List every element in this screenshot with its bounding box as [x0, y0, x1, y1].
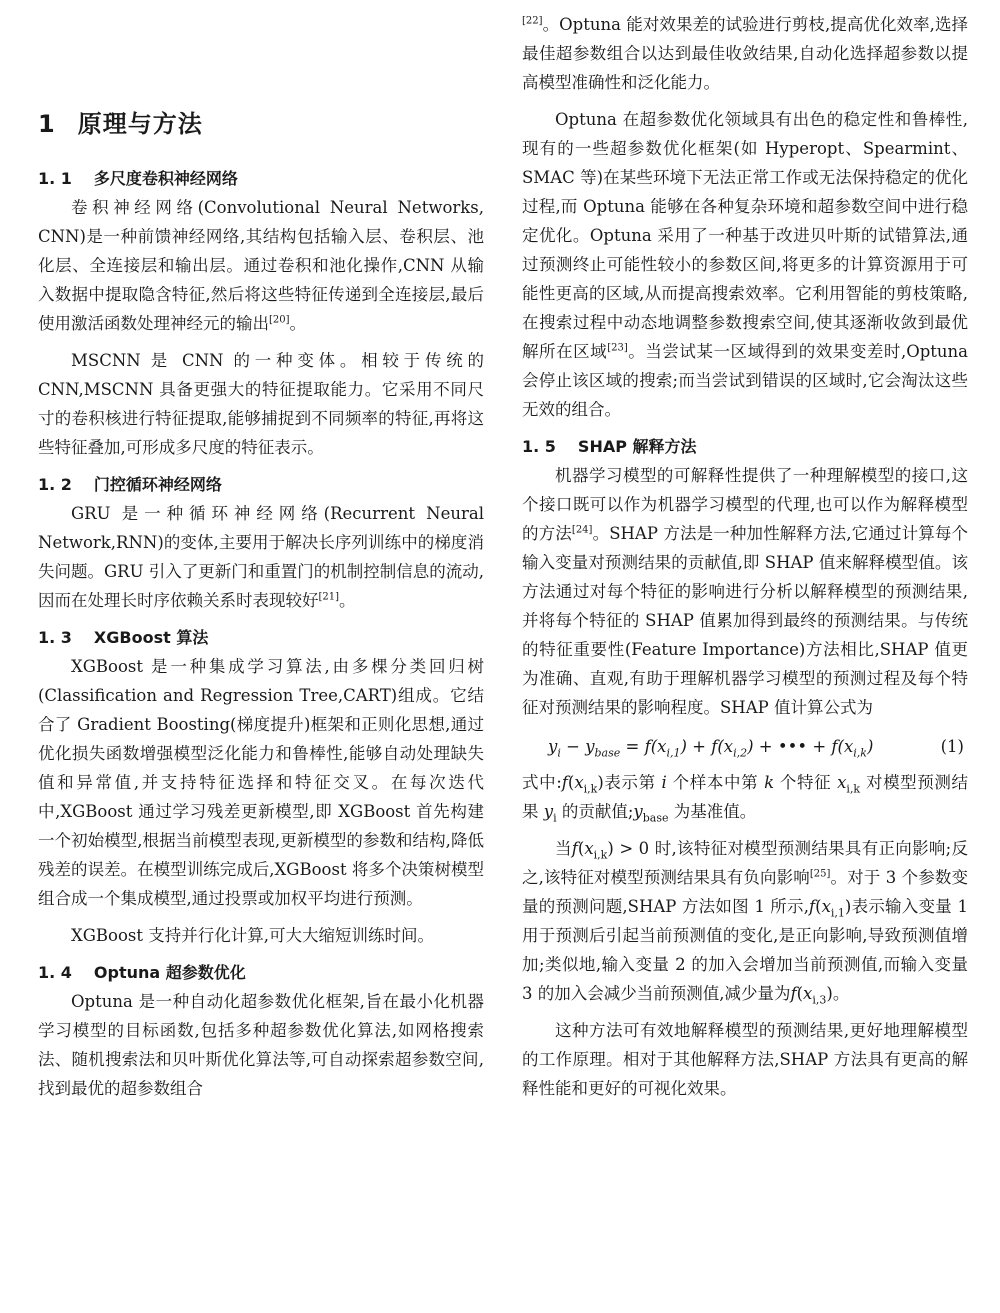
math-symbol: f — [571, 839, 578, 858]
math-symbol: y — [633, 802, 643, 821]
section-title: 原理与方法 — [77, 110, 203, 138]
subsection-number: 1. 3 — [38, 628, 72, 647]
paragraph-text: 。当尝试某一区域得到的效果变差时,Optuna 会停止该区域的搜索;而当尝试到错误的区域时,它会淘汰这些无效的组合。 — [522, 342, 969, 419]
text: 式中: — [522, 773, 562, 792]
paragraph-text: Optuna 在超参数优化领域具有出色的稳定性和鲁棒性,现有的一些超参数优化框架(如 Hyperopt、Spearmint、SMAC 等)在某些环境下无法正常工作或无法保持稳定的优化过程,而 Optuna 能够在各种复杂环境和超参数空间中进行稳定优化。Optuna 采用了一种基于改进贝叶斯的试错算法,通过预测终止可能性较小的参数区间,将更多的计算资源用于可能性更高的区域,从而提高搜索效率。它利用智能的剪枝策略,在搜索过程中动态地调整参数搜索空间,使其逐渐收敛到最优解所在区域 — [522, 110, 968, 361]
math-paren: ) — [826, 984, 833, 1003]
math-subscript: i,k — [593, 848, 608, 862]
shap-equation — [522, 730, 968, 764]
paragraph-text: 卷积神经网络(Convolutional Neural Networks, CNN)是一种前馈神经网络,其结构包括输入层、卷积层、池化层、全连接层和输出层。通过卷积和池化操作,CNN 从输入数据中提取隐含特征,然后将这些特征传递到全连接层,最后使用激活函数处理神经元的输出 — [38, 198, 484, 333]
equation-paren: ) — [747, 737, 754, 756]
math-paren: ( — [815, 897, 822, 916]
math-symbol: x — [803, 984, 813, 1003]
math-paren: ) — [597, 773, 604, 792]
subsection-heading-1-5 — [522, 432, 968, 461]
math-symbol: x — [821, 897, 831, 916]
equation-symbol: y — [548, 737, 558, 756]
equation-operator: = — [620, 737, 645, 756]
math-symbol: i — [661, 773, 667, 792]
subsection-title: SHAP 解释方法 — [577, 437, 697, 456]
math-symbol: k — [764, 773, 775, 792]
paragraph — [522, 461, 968, 722]
math-paren: ) — [607, 839, 614, 858]
math-symbol: x — [574, 773, 584, 792]
citation: [20] — [269, 314, 290, 326]
subsection-number: 1. 2 — [38, 475, 72, 494]
subsection-heading-1-4 — [38, 958, 484, 987]
subsection-title: XGBoost 算法 — [93, 628, 209, 647]
text: 个样本中第 — [666, 773, 765, 792]
text: > 0 时,该特征对模型预测结果具有正向影响;反之,该特征对模型预测结果具有负向影响 — [522, 839, 968, 887]
equation-operator: − — [560, 737, 586, 756]
equation-paren: ) — [680, 737, 687, 756]
subsection-heading-1-3 — [38, 623, 484, 652]
paragraph: 这种方法可有效地解释模型的预测结果,更好地理解模型的工作原理。相对于其他解释方法,SHAP 方法具有更高的解释性能和更好的可视化效果。 — [522, 1021, 968, 1098]
equation-paren: ) — [866, 737, 874, 756]
math-symbol: f — [561, 773, 568, 792]
paragraph-text: GRU 是一种循环神经网络(Recurrent Neural Network,RNN)的变体,主要用于解决长序列训练中的梯度消失问题。GRU 引入了更新门和重置门的机制控制信息的流动,因而在处理长时序依赖关系时表现较好 — [38, 504, 484, 610]
math-symbol: f — [790, 984, 797, 1003]
text: 表示输入变量 1 用于预测后引起当前预测值的变化,是正向影响,导致预测值增加;类似地,输入变量 2 的加入会增加当前预测值,而输入变量 3 的加入会减少当前预测值,减少量为 — [522, 897, 968, 1003]
equation-subscript: base — [594, 746, 621, 760]
equation-paren: ( — [650, 737, 658, 756]
text: 。对于 3 个参数变量的预测问题,SHAP 方法如图 1 所示, — [522, 868, 968, 916]
subsection-number: 1. 5 — [522, 437, 556, 456]
equation-symbol: x — [723, 737, 734, 756]
equation-paren: ( — [717, 737, 724, 756]
paragraph-text: 机器学习模型的可解释性提供了一种理解模型的接口,这个接口既可以作为机器学习模型的代理,也可以作为解释模型的方法 — [522, 466, 968, 543]
text: 当 — [555, 839, 572, 858]
math-symbol: x — [837, 773, 847, 792]
paragraph-continued — [522, 10, 968, 97]
paragraph — [38, 193, 484, 338]
subsection-title: 多尺度卷积神经网络 — [93, 169, 238, 188]
equation-subscript: i,2 — [733, 746, 748, 760]
section-heading-1 — [38, 106, 484, 142]
citation: [24] — [571, 524, 593, 536]
subsection-title: 门控循环神经网络 — [93, 475, 222, 494]
text: 个特征 — [774, 773, 838, 792]
math-subscript: i,k — [846, 782, 861, 796]
subsection-heading-1-1 — [38, 164, 484, 193]
math-symbol: x — [584, 839, 594, 858]
equation-subscript: i,k — [853, 746, 867, 760]
math-subscript: base — [642, 811, 669, 825]
paragraph-text: 。SHAP 方法是一种加性解释方法,它通过计算每个输入变量对预测结果的贡献值,即 SHAP 值来解释模型值。该方法通过对每个特征的影响进行分析以解释模型的预测结果,并将每个特征的 SHAP 值累加得到最终的预测结果。与传统的特征重要性(Feature Importance)方法相比,SHAP 值更为准确、直观,有助于理解机器学习模型的预测过程及每个特征对预测结果的影响程度。SHAP 值计算公式为 — [522, 524, 969, 717]
math-subscript: i,1 — [830, 906, 845, 920]
equation-symbol: f — [831, 737, 838, 756]
subsection-title: Optuna 超参数优化 — [93, 963, 246, 982]
paragraph — [38, 987, 484, 1103]
subsection-heading-1-2 — [38, 470, 484, 499]
subsection-number: 1. 4 — [38, 963, 72, 982]
equation-paren: ( — [837, 737, 844, 756]
paragraph — [522, 105, 968, 424]
text: 的贡献值; — [556, 802, 634, 821]
paragraph: XGBoost 是一种集成学习算法,由多棵分类回归树(Classification and Regression Tree,CART)组成。它结合了 Gradient Boosting(梯度提升)框架和正则化思想,通过优化损失函数增强模型泛化能力和鲁棒性,能够自动处理缺失值和异常值,并支持特征选择和特征交叉。在每次迭代中,XGBoost 通过学习残差更新模型,即 XGBoost 首先构建一个初始模型,根据当前模型表现,更新模型的参数和结构,降低残差的误差。在模型训练完成后,XGBoost 将多个决策树模型组合成一个集成模型,通过投票或加权平均进行预测。 — [38, 657, 484, 908]
math-subscript: i — [553, 811, 557, 825]
equation-subscript: i — [557, 746, 561, 760]
section-number: 1 — [38, 110, 56, 138]
paragraph — [38, 499, 484, 615]
right-column — [522, 10, 968, 1111]
text: 表示第 — [603, 773, 662, 792]
text: 对模型预测结果 — [522, 773, 968, 821]
text: 。 — [832, 984, 850, 1003]
math-paren: ) — [844, 897, 852, 916]
math-subscript: i,3 — [812, 993, 827, 1007]
text: 为基准值。 — [668, 802, 757, 821]
paragraph-text: 。 — [339, 591, 356, 610]
equation-subscript: i,1 — [666, 746, 681, 760]
citation: [22] — [522, 15, 543, 27]
equation-symbol: x — [843, 737, 854, 756]
paragraph: MSCNN 是 CNN 的一种变体。相较于传统的 CNN,MSCNN 具备更强大的特征提取能力。它采用不同尺寸的卷积核进行特征提取,能够捕捉到不同频率的特征,再将这些特征叠加,可形成多尺度的特征表示。 — [38, 351, 484, 457]
paragraph: XGBoost 支持并行化计算,可大大缩短训练时间。 — [71, 926, 435, 945]
left-column — [38, 10, 484, 1103]
equation-symbol: y — [585, 737, 595, 756]
math-paren: ( — [796, 984, 804, 1003]
math-paren: ( — [567, 773, 575, 792]
math-subscript: i,k — [583, 782, 598, 796]
math-symbol: y — [543, 802, 554, 821]
citation: [23] — [607, 342, 628, 354]
paragraph — [522, 834, 968, 1008]
equation-number: (1) — [940, 737, 964, 756]
citation: [25] — [809, 868, 831, 880]
subsection-number: 1. 1 — [38, 169, 72, 188]
paragraph-text: Optuna 是一种自动化超参数优化框架,旨在最小化机器学习模型的目标函数,包括多种超参数优化算法,如网格搜索法、随机搜索法和贝叶斯优化算法等,可自动探索超参数空间,找到最优的超参数组合 — [38, 992, 484, 1098]
equation-symbol: f — [644, 737, 651, 756]
math-paren: ( — [577, 839, 585, 858]
equation-operator: + — [686, 737, 712, 756]
paragraph-text: 。Optuna 能对效果差的试验进行剪枝,提高优化效率,选择最佳超参数组合以达到最佳收敛结果,自动化选择超参数以提高模型准确性和泛化能力。 — [522, 15, 968, 92]
paragraph-text: 。 — [289, 314, 307, 333]
citation: [21] — [318, 591, 340, 603]
equation-explanation — [522, 768, 968, 826]
equation-symbol: x — [657, 737, 667, 756]
equation-operator: + ••• + — [753, 737, 832, 756]
math-symbol: f — [809, 897, 816, 916]
equation-symbol: f — [711, 737, 718, 756]
